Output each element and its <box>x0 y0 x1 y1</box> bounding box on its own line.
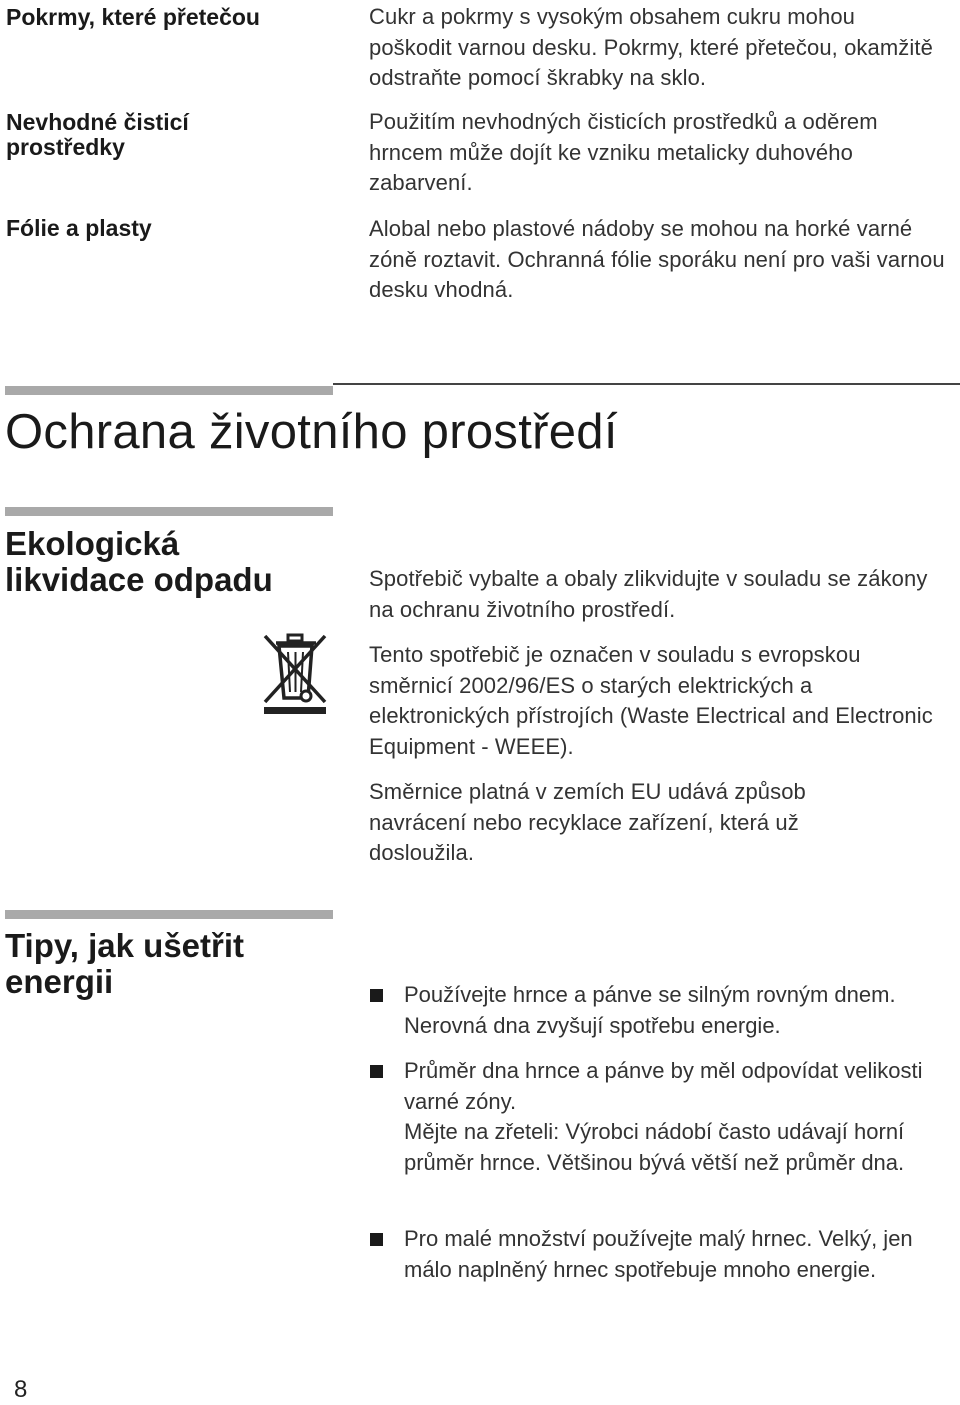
disposal-paragraph-1: Spotřebič vybalte a obaly zlikvidujte v souladu se zákony na ochranu životního prostředí. <box>369 566 928 622</box>
row-label-foils: Fólie a plasty <box>6 215 152 241</box>
section-rule-environment <box>333 383 960 385</box>
bullet-square-icon <box>370 989 383 1002</box>
crossed-out-bin-icon <box>262 632 328 716</box>
bullet-square-icon <box>370 1233 383 1246</box>
section-bar-disposal <box>5 507 333 516</box>
disposal-paragraph-3: Směrnice platná v zemích EU udává způsob navrácení nebo recyklace zařízení, která už dosloužila. <box>369 779 806 865</box>
section-bar-tips <box>5 910 333 919</box>
row-text-foils: Alobal nebo plastové nádoby se mohou na horké varné zóně roztavit. Ochranná fólie sporáku není pro vaši varnou desku vhodná. <box>369 216 945 302</box>
bullet-text: Průměr dna hrnce a pánve by měl odpovídat velikosti varné zóny. Mějte na zřeteli: Výrobci nádobí často udávají horní průměr hrnce. Většinou bývá větší než průměr dna. <box>404 1058 923 1175</box>
list-item <box>370 980 950 1042</box>
section-bar-environment <box>5 386 333 395</box>
row-text-cleaners: Použitím nevhodných čisticích prostředků a oděrem hrncem může dojít ke vzniku metalicky duhového zabarvení. <box>369 109 878 195</box>
bullet-text: Pro malé množství používejte malý hrnec. Velký, jen málo naplněný hrnec spotřebuje mnoho energie. <box>404 1226 913 1282</box>
row-label-cleaners: Nevhodné čisticí prostředky <box>6 109 189 160</box>
list-item <box>370 1056 950 1216</box>
disposal-paragraph-2: Tento spotřebič je označen v souladu s evropskou směrnicí 2002/96/ES o starých elektrických a elektronických přístrojích (Waste Electrical and Electronic Equipment - WEEE). <box>369 642 933 759</box>
row-label-overflow: Pokrmy, které přetečou <box>6 4 260 30</box>
page-number: 8 <box>14 1376 28 1403</box>
bullet-square-icon <box>370 1065 383 1078</box>
page-title: Ochrana životního prostředí <box>5 405 618 459</box>
tips-title: Tipy, jak ušetřit energii <box>5 927 245 1000</box>
disposal-title: Ekologická likvidace odpadu <box>5 525 273 598</box>
row-text-overflow: Cukr a pokrmy s vysokým obsahem cukru mohou poškodit varnou desku. Pokrmy, které přetečou, okamžitě odstraňte pomocí škrabky na sklo. <box>369 4 933 90</box>
bullet-text: Používejte hrnce a pánve se silným rovným dnem. Nerovná dna zvyšují spotřebu energie. <box>404 982 896 1038</box>
list-item <box>370 1224 950 1316</box>
